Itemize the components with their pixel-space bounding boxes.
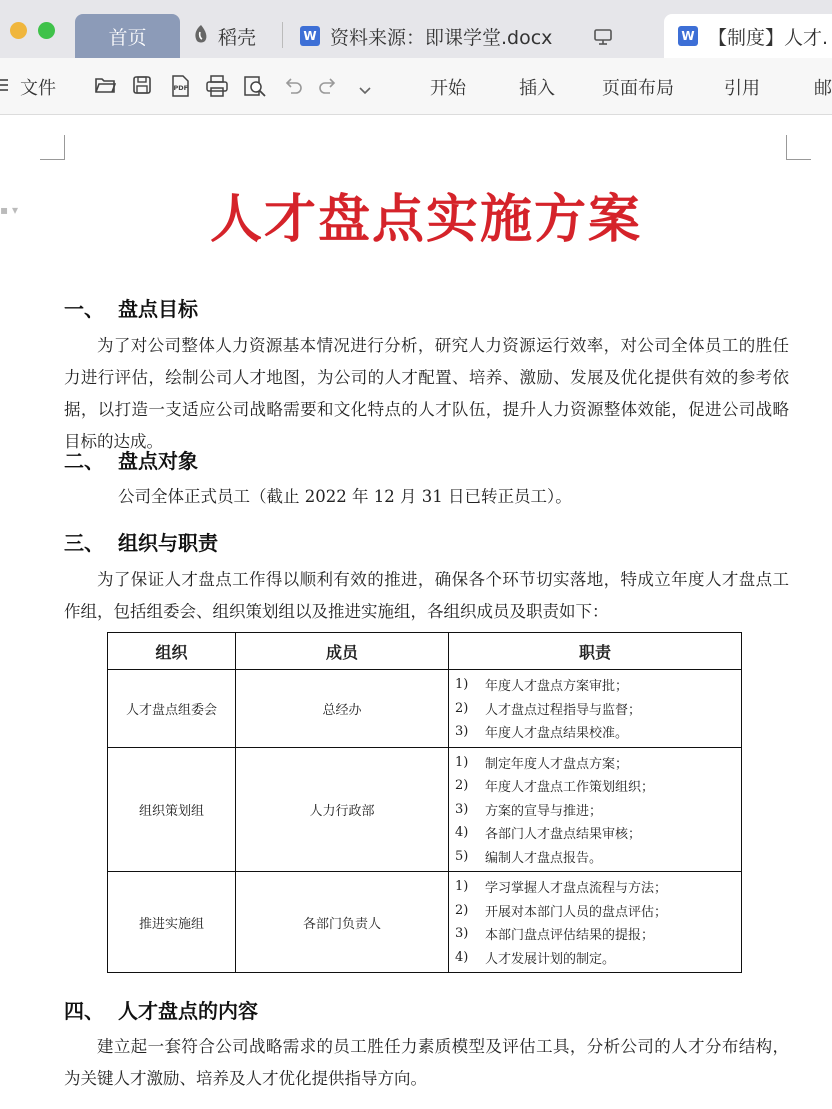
section-number: 四、 (64, 999, 104, 1023)
duty-item (455, 922, 735, 946)
menu-references[interactable]: 引用 (724, 78, 760, 99)
menu-page-layout[interactable]: 页面布局 (602, 78, 674, 99)
table-header-cell: 职责 (449, 633, 742, 670)
duty-text: 年度人才盘点结果校准。 (485, 726, 629, 742)
tab-active-document-label: 【制度】人才. (708, 26, 829, 49)
org-cell: 推进实施组 (108, 872, 236, 973)
member-cell: 人力行政部 (236, 747, 449, 872)
duty-number: 3) (455, 801, 469, 817)
duty-item (455, 774, 735, 798)
section-paragraph: 公司全体正式员工（截止 2022 年 12 月 31 日已转正员工）。 (118, 487, 572, 506)
table-row (108, 872, 742, 973)
section-paragraph: 为了对公司整体人力资源基本情况进行分析，研究人力资源运行效率，对公司全体员工的胜任力进行评估，绘制公司人才地图，为公司的人才配置、培养、激励、发展及优化提供有效的参考依据，以打造一支适应公司战略需要和文化特点的人才队伍，提升人力资源整体效能，促进公司战略目标的达成。 (64, 336, 789, 451)
section-number: 三、 (64, 531, 104, 555)
svg-text:PDF: PDF (173, 84, 189, 92)
table-row (108, 747, 742, 872)
document-page[interactable] (0, 115, 832, 1109)
section-title: 组织与职责 (118, 531, 218, 555)
section-heading (64, 527, 218, 556)
duty-number: 4) (455, 825, 469, 841)
menu-icon[interactable] (0, 77, 10, 97)
duty-item (455, 899, 735, 923)
section-paragraph: 建立起一套符合公司战略需求的员工胜任力素质模型及评估工具，分析公司的人才分布结构，为关键人才激励、培养及人才优化提供指导方向。 (64, 1037, 789, 1088)
section-number: 一、 (64, 297, 104, 321)
tab-bar (0, 0, 832, 58)
duty-number: 1) (455, 879, 469, 895)
tab-document-source[interactable] (300, 14, 552, 58)
tab-daoke[interactable] (192, 14, 256, 58)
save-icon[interactable] (132, 75, 152, 99)
section-title: 人才盘点的内容 (118, 999, 258, 1023)
document-title: 人才盘点实施方案 (209, 189, 642, 250)
tab-divider (282, 22, 283, 48)
table-header-row (108, 633, 742, 670)
duty-text: 年度人才盘点方案审批； (485, 679, 629, 695)
tab-active-document[interactable] (664, 14, 832, 58)
daoke-shell-icon (192, 24, 210, 49)
duty-text: 年度人才盘点工作策划组织； (485, 780, 655, 796)
duty-text: 学习掌握人才盘点流程与方法； (485, 881, 668, 897)
section-number: 二、 (64, 449, 104, 473)
margin-corner-mark (786, 135, 811, 160)
open-folder-icon[interactable] (94, 75, 116, 99)
duty-cell (449, 747, 742, 872)
duty-number: 2) (455, 700, 469, 716)
tab-daoke-label: 稻壳 (218, 26, 257, 49)
menu-insert[interactable]: 插入 (519, 78, 555, 99)
organization-duty-table (107, 632, 742, 973)
side-dropdown-icon[interactable]: ▪ ▾ (0, 203, 18, 217)
table-header-cell: 成员 (236, 633, 449, 670)
section-heading (64, 995, 258, 1024)
table-header-cell: 组织 (108, 633, 236, 670)
duty-item (455, 798, 735, 822)
monitor-icon[interactable] (594, 29, 612, 49)
duty-number: 1) (455, 677, 469, 693)
duty-text: 人才盘点过程指导与监督； (485, 702, 642, 718)
duty-cell (449, 872, 742, 973)
duty-cell (449, 670, 742, 748)
duty-text: 本部门盘点评估结果的提报； (485, 928, 655, 944)
duty-number: 1) (455, 754, 469, 770)
section-title: 盘点目标 (118, 297, 198, 321)
menu-mailings[interactable]: 邮 (814, 78, 832, 99)
file-menu[interactable]: 文件 (20, 78, 56, 99)
duty-number: 3) (455, 724, 469, 740)
tab-home[interactable]: 首页 (75, 14, 180, 58)
duty-item (455, 875, 735, 899)
org-cell: 人才盘点组委会 (108, 670, 236, 748)
window-zoom-button[interactable] (38, 22, 55, 39)
export-pdf-icon[interactable] (169, 75, 191, 101)
duty-item (455, 845, 735, 869)
undo-icon[interactable] (283, 75, 303, 99)
section-title: 盘点对象 (118, 449, 198, 473)
chevron-down-icon[interactable] (358, 80, 372, 99)
duty-number: 5) (455, 848, 469, 864)
section-paragraph: 为了保证人才盘点工作得以顺利有效的推进，确保各个环节切实落地，特成立年度人才盘点工作组，包括组委会、组织策划组以及推进实施组，各组织成员及职责如下： (64, 570, 789, 621)
duty-item (455, 673, 735, 697)
duty-number: 4) (455, 949, 469, 965)
toolbar (0, 58, 832, 115)
tab-document-source-label: 资料来源：即课学堂.docx (330, 26, 553, 49)
duty-item (455, 821, 735, 845)
duty-text: 编制人才盘点报告。 (485, 850, 603, 866)
redo-icon[interactable] (318, 75, 338, 99)
duty-item (455, 946, 735, 970)
duty-text: 方案的宣导与推进； (485, 803, 603, 819)
member-cell: 总经办 (236, 670, 449, 748)
word-doc-icon: W (678, 26, 698, 46)
section-heading (64, 293, 198, 322)
duty-item (455, 751, 735, 775)
duty-item (455, 697, 735, 721)
member-cell: 各部门负责人 (236, 872, 449, 973)
duty-number: 3) (455, 926, 469, 942)
print-preview-icon[interactable] (243, 75, 267, 101)
margin-corner-mark (40, 135, 65, 160)
duty-text: 制定年度人才盘点方案； (485, 756, 629, 772)
duty-text: 各部门人才盘点结果审核； (485, 827, 642, 843)
duty-number: 2) (455, 902, 469, 918)
table-row (108, 670, 742, 748)
print-icon[interactable] (205, 75, 229, 101)
section-heading (64, 445, 198, 474)
org-cell: 组织策划组 (108, 747, 236, 872)
window-minimize-button[interactable] (10, 22, 27, 39)
duty-text: 开展对本部门人员的盘点评估； (485, 904, 668, 920)
duty-item (455, 720, 735, 744)
duty-text: 人才发展计划的制定。 (485, 951, 616, 967)
word-doc-icon: W (300, 26, 320, 46)
menu-start[interactable]: 开始 (430, 78, 466, 99)
duty-number: 2) (455, 778, 469, 794)
